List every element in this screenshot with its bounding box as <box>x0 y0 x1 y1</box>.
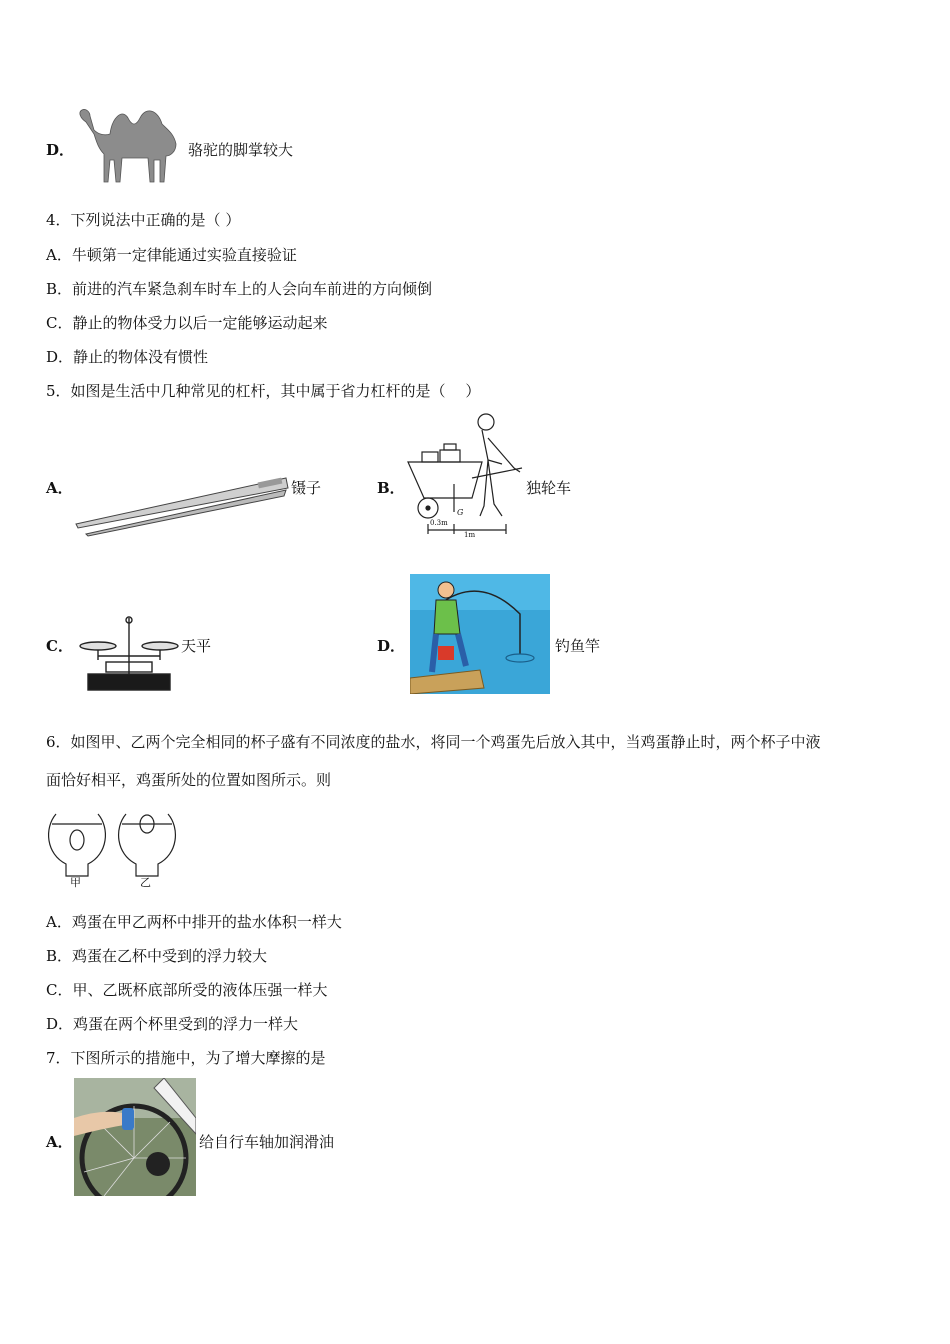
fishing-rod-image <box>410 574 550 694</box>
cup-label-yi: 乙 <box>140 876 151 889</box>
q3-option-d-letter: D． <box>46 141 75 159</box>
q5-option-b-label: 独轮车 <box>526 479 572 497</box>
q4-option-c: C．静止的物体受力以后一定能够运动起来 <box>46 314 328 332</box>
balance-scale-image <box>76 612 182 694</box>
q3-option-d-text: 骆驼的脚掌较大 <box>188 141 294 159</box>
q7-option-a-letter: A． <box>46 1133 73 1151</box>
q6-option-c: C．甲、乙既杯底部所受的液体压强一样大 <box>46 981 328 999</box>
q6-option-a: A．鸡蛋在甲乙两杯中排开的盐水体积一样大 <box>46 913 342 931</box>
wheelbarrow-g-label: G <box>457 508 464 517</box>
wheelbarrow-diagram <box>402 408 526 540</box>
q7-stem: 7．下图所示的措施中，为了增大摩擦的是 <box>46 1049 326 1067</box>
q4-option-a: A．牛顿第一定律能通过实验直接验证 <box>46 246 297 264</box>
q6-stem-line2: 面恰好相平，鸡蛋所处的位置如图所示。则 <box>46 771 332 789</box>
bicycle-lubrication-image <box>74 1078 196 1196</box>
q5-option-c-label: 天平 <box>181 637 212 655</box>
q5-option-d-letter: D． <box>377 637 406 655</box>
q5-option-d-label: 钓鱼竿 <box>555 637 601 655</box>
camel-image <box>76 100 186 186</box>
q5-option-a-label: 镊子 <box>291 479 322 497</box>
q5-option-c-letter: C． <box>46 637 73 655</box>
q5-option-b-letter: B． <box>377 479 405 497</box>
cup-label-jia: 甲 <box>70 876 81 889</box>
q6-option-d: D．鸡蛋在两个杯里受到的浮力一样大 <box>46 1015 299 1033</box>
q4-stem: 4．下列说法中正确的是（ ） <box>46 211 241 229</box>
q4-option-b: B．前进的汽车紧急刹车时车上的人会向车前进的方向倾倒 <box>46 280 433 298</box>
wheelbarrow-long-arm: 1m <box>464 531 476 539</box>
cups-diagram <box>44 810 184 890</box>
q6-option-b: B．鸡蛋在乙杯中受到的浮力较大 <box>46 947 268 965</box>
q5-stem: 5．如图是生活中几种常见的杠杆，其中属于省力杠杆的是（ ） <box>46 382 481 400</box>
q5-option-a-letter: A． <box>46 479 73 497</box>
tweezers-image <box>72 472 290 538</box>
wheelbarrow-short-arm: 0.3m <box>430 519 448 527</box>
q4-option-d: D．静止的物体没有惯性 <box>46 348 209 366</box>
q7-option-a-text: 给自行车轴加润滑油 <box>199 1133 335 1151</box>
q6-stem-line1: 6．如图甲、乙两个完全相同的杯子盛有不同浓度的盐水，将同一个鸡蛋先后放入其中，当鸡蛋静止时，两个杯子中液 <box>46 733 821 751</box>
